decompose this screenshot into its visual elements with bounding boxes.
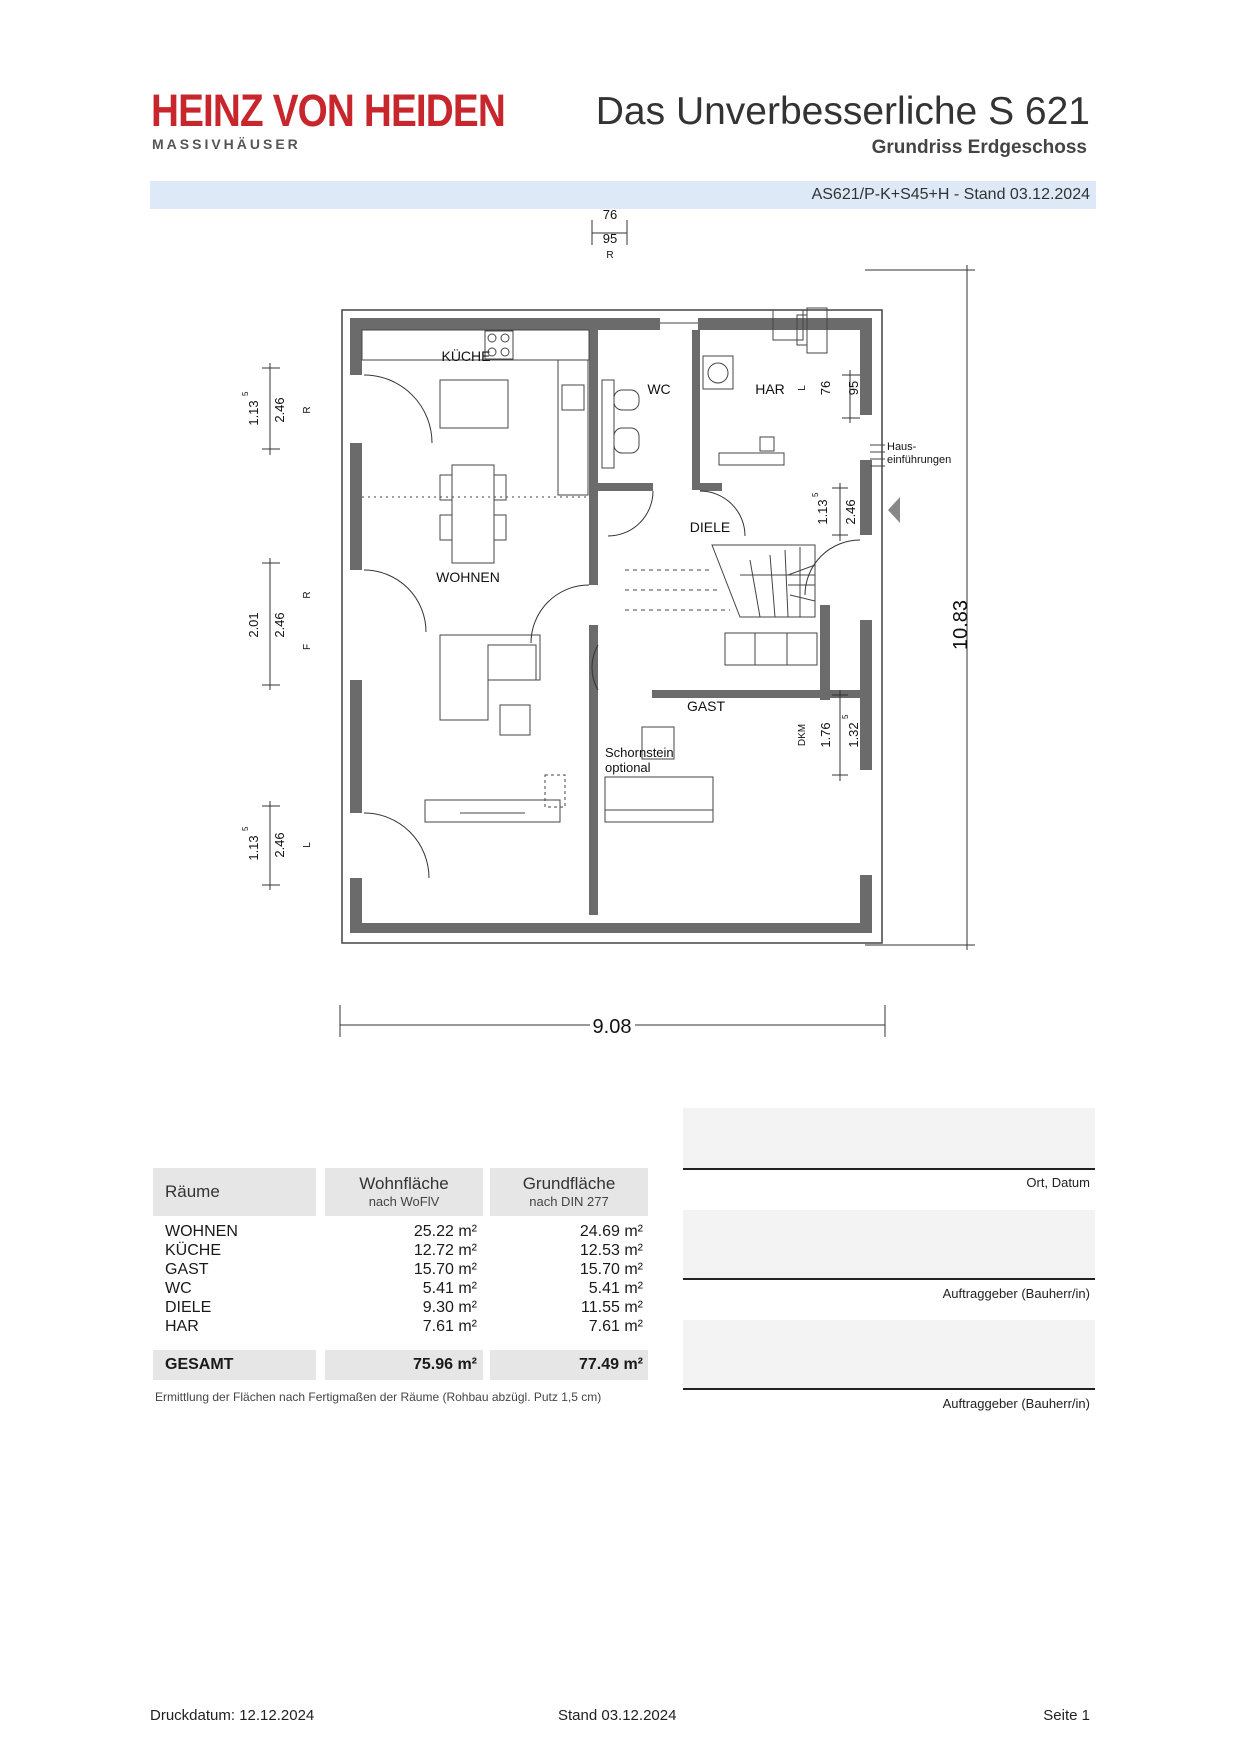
row-living-area: 15.70 m²	[413, 1261, 477, 1278]
signature-line	[683, 1168, 1095, 1170]
footer-status: Stand 03.12.2024	[558, 1707, 677, 1724]
chimney-label: Schornstein	[605, 745, 674, 760]
dim-left-2f: F	[302, 643, 313, 651]
room-label-kueche: KÜCHE	[441, 348, 491, 364]
dim-left-3a: 1.13	[246, 835, 261, 861]
signature-label-client-1: Auftraggeber (Bauherr/in)	[942, 1286, 1090, 1301]
signature-box-place-date[interactable]	[683, 1108, 1095, 1168]
room-label-har: HAR	[755, 381, 785, 397]
total-floor-cell	[490, 1350, 648, 1380]
dim-left-3l: L	[302, 842, 313, 848]
room-label-gast: GAST	[686, 698, 726, 714]
total-label: GESAMT	[165, 1356, 234, 1373]
table-header-rooms-label: Räume	[165, 1182, 220, 1201]
total-floor-area: 77.49 m²	[578, 1356, 643, 1373]
row-floor-area: 11.55 m²	[581, 1299, 643, 1316]
dim-left-2b: 2.46	[272, 612, 287, 638]
dim-left-3a-sup: 5	[241, 826, 250, 831]
table-header-living-area	[325, 1168, 483, 1216]
dim-top-r: R	[606, 250, 614, 261]
dim-right-1l: L	[797, 385, 808, 391]
page-title: Das Unverbesserliche S 621	[595, 90, 1090, 133]
row-floor-area: 15.70 m²	[579, 1261, 643, 1278]
total-living-area: 75.96 m²	[412, 1356, 477, 1373]
dim-left-1b: 2.46	[272, 397, 287, 423]
table-header-floor-area	[490, 1168, 648, 1216]
dim-right-3a: 1.76	[818, 722, 833, 748]
dim-left-1a-sup: 5	[241, 391, 250, 396]
footer-page-number: Seite 1	[1043, 1707, 1090, 1724]
exterior-walls	[342, 310, 882, 943]
room-label-wc: WC	[647, 381, 671, 397]
dim-total-height: 10.83	[950, 599, 972, 651]
dim-left-3b: 2.46	[272, 832, 287, 858]
dim-right-3dkm: DKM	[797, 723, 808, 747]
area-note: Ermittlung der Flächen nach Fertigmaßen der Räume (Rohbau abzügl. Putz 1,5 cm)	[155, 1390, 602, 1404]
row-living-area: 7.61 m²	[422, 1318, 477, 1335]
total-living-cell	[325, 1350, 483, 1380]
dim-right-1a: 76	[818, 380, 833, 396]
signature-box-client-2[interactable]	[683, 1320, 1095, 1388]
row-living-area: 5.41 m²	[422, 1280, 477, 1297]
table-header-floor-area-label: Grundfläche	[522, 1174, 616, 1193]
row-living-area: 25.22 m²	[413, 1223, 477, 1240]
dim-right-3b: 1.32	[846, 722, 861, 748]
row-living-area: 12.72 m²	[413, 1242, 477, 1259]
row-room: HAR	[165, 1318, 199, 1335]
dim-total-width: 9.08	[592, 1016, 632, 1038]
dim-top-2: 95	[602, 231, 618, 246]
dim-left-2a: 2.01	[246, 612, 261, 638]
row-floor-area: 24.69 m²	[579, 1223, 643, 1240]
row-floor-area: 12.53 m²	[579, 1242, 643, 1259]
dim-right-1b: 95	[846, 380, 861, 396]
signature-line	[683, 1278, 1095, 1280]
brand-tagline: MASSIVHÄUSER	[152, 136, 301, 152]
signature-label-client-2: Auftraggeber (Bauherr/in)	[942, 1396, 1090, 1411]
dim-right-3b-sup: 5	[841, 714, 850, 719]
chimney-optional-label: optional	[605, 760, 651, 775]
page-subtitle: Grundriss Erdgeschoss	[871, 137, 1087, 158]
footer-print-date: Druckdatum: 12.12.2024	[150, 1707, 315, 1724]
dim-left-1a: 1.13	[246, 400, 261, 426]
row-room: KÜCHE	[165, 1242, 222, 1259]
table-header-rooms	[153, 1168, 316, 1216]
dim-right-2a-sup: 5	[811, 492, 820, 497]
row-room: WOHNEN	[165, 1223, 238, 1240]
dim-left-2r: R	[302, 591, 313, 599]
brand-logo: HEINZ VON HEIDEN	[151, 85, 505, 136]
table-header-living-area-label: Wohnfläche	[359, 1174, 449, 1193]
reference-text: AS621/P-K+S45+H - Stand 03.12.2024	[811, 186, 1090, 203]
row-room: DIELE	[165, 1299, 212, 1316]
service-entry-label-2: einführungen	[887, 454, 952, 466]
dim-right-2a: 1.13	[815, 499, 830, 525]
table-header-floor-area-sub: nach DIN 277	[529, 1194, 609, 1209]
signature-label-place-date: Ort, Datum	[1026, 1175, 1090, 1190]
signature-line	[683, 1388, 1095, 1390]
service-entry-label: Haus-	[887, 441, 917, 453]
row-floor-area: 5.41 m²	[588, 1280, 643, 1297]
row-floor-area: 7.61 m²	[588, 1318, 643, 1335]
row-room: WC	[165, 1280, 192, 1297]
dim-left-1r: R	[302, 406, 313, 414]
entrance-arrow-icon	[888, 497, 900, 523]
floor-plan	[240, 207, 1000, 1065]
dim-top-1: 76	[602, 207, 618, 222]
total-row-label-cell	[153, 1350, 316, 1380]
row-living-area: 9.30 m²	[422, 1299, 477, 1316]
room-label-wohnen: WOHNEN	[436, 569, 500, 585]
room-label-diele: DIELE	[689, 519, 731, 535]
row-room: GAST	[165, 1261, 209, 1278]
dim-right-2b: 2.46	[843, 499, 858, 525]
signature-box-client-1[interactable]	[683, 1210, 1095, 1278]
table-header-living-area-sub: nach WoFlV	[368, 1194, 440, 1209]
